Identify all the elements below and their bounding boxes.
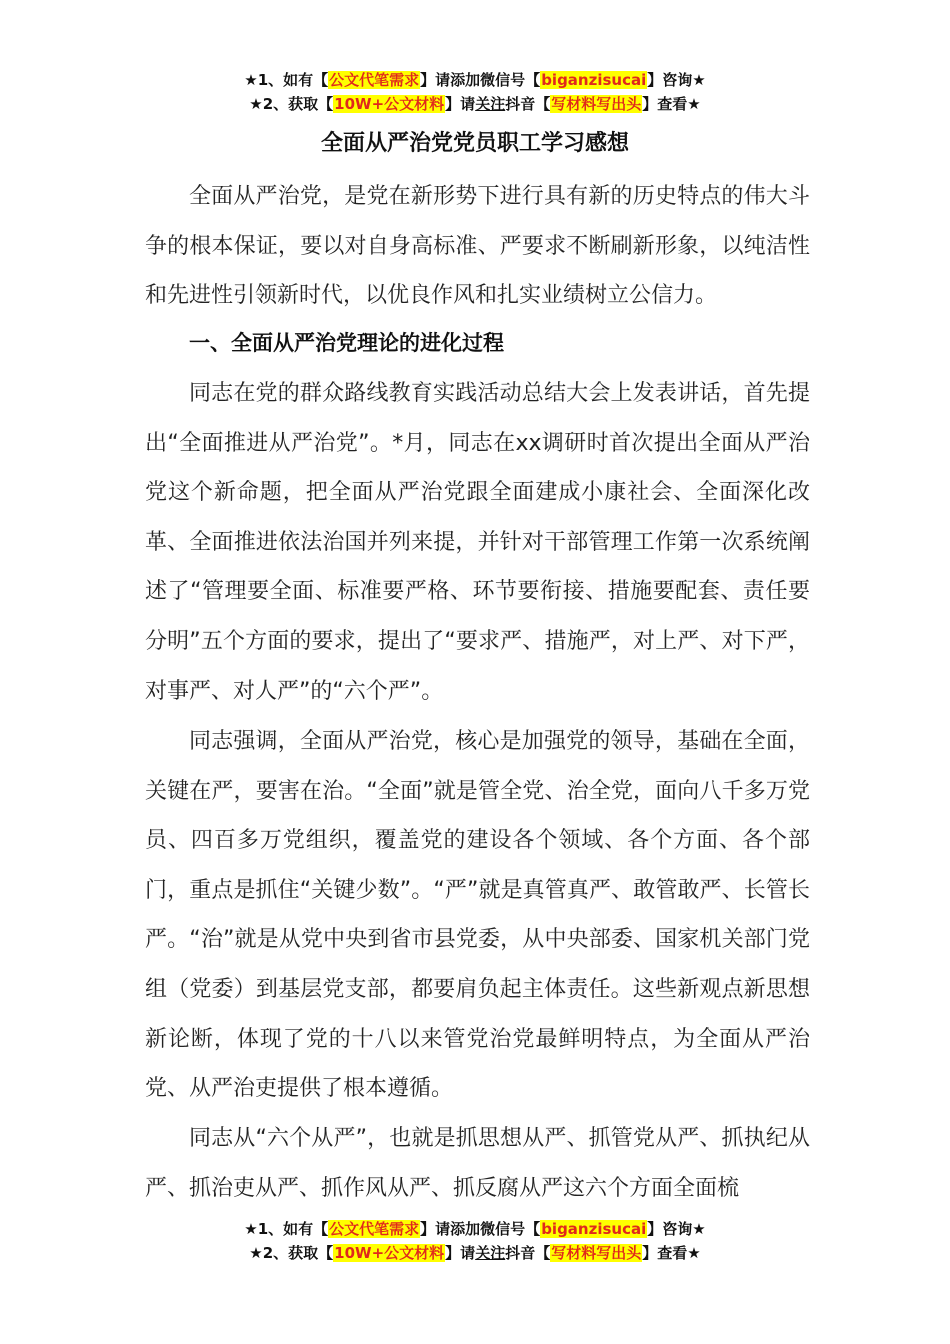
star-icon: ★ bbox=[244, 71, 258, 89]
paragraph-3: 同志强调，全面从严治党，核心是加强党的领导，基础在全面，关键在严，要害在治。“全面”就是管全党、治全党，面向八千多万党员、四百多万党组织，覆盖党的建设各个领域、各个方面、各个部门，重点是抓住“关键少数”。“严”就是真管真严、敢管敢严、长管长严。“治”就是从党中央到省市县党委，从中央部委、国家机关部门党组（党委）到基层党支部，都要肩负起主体责任。这些新观点新思想新论断，体现了党的十八以来管党治党最鲜明特点，为全面从严治党、从严治吏提供了根本遵循。 bbox=[145, 729, 810, 1102]
star-icon: ★ bbox=[692, 71, 706, 89]
star-icon: ★ bbox=[687, 1244, 701, 1262]
banner-text: 】查看 bbox=[642, 1244, 688, 1262]
banner-line-2 bbox=[0, 92, 950, 116]
banner-text: 抖音【 bbox=[505, 95, 551, 113]
top-banner bbox=[0, 68, 950, 116]
highlight-account: 写材料写出头 bbox=[551, 95, 642, 113]
banner-line-1 bbox=[0, 1217, 950, 1241]
banner-text: 2、获取【 bbox=[262, 95, 334, 113]
banner-text: 1、如有【 bbox=[257, 1220, 329, 1238]
section-heading-1: 一、全面从严治党理论的进化过程 bbox=[189, 331, 504, 355]
banner-line-1 bbox=[0, 68, 950, 92]
banner-text: 】咨询 bbox=[647, 1220, 693, 1238]
highlight-wechat-id: biganzisucai bbox=[541, 1220, 647, 1238]
star-icon: ★ bbox=[687, 95, 701, 113]
paragraph-intro: 全面从严治党，是党在新形势下进行具有新的历史特点的伟大斗争的根本保证，要以对自身高标准、严要求不断刷新形象，以纯洁性和先进性引领新时代，以优良作风和扎实业绩树立公信力。 bbox=[145, 184, 810, 309]
banner-text: 1、如有【 bbox=[257, 71, 329, 89]
banner-text: 】咨询 bbox=[647, 71, 693, 89]
bottom-banner bbox=[0, 1217, 950, 1265]
star-icon: ★ bbox=[249, 1244, 263, 1262]
banner-text: 2、获取【 bbox=[262, 1244, 334, 1262]
highlight-service: 公文代笔需求 bbox=[329, 1220, 420, 1238]
highlight-materials: 10W+公文材料 bbox=[334, 95, 445, 113]
banner-text: 】请添加微信号【 bbox=[420, 71, 541, 89]
document-title: 全面从严治党党员职工学习感想 bbox=[320, 131, 629, 156]
paragraph-4: 同志从“六个从严”，也就是抓思想从严、抓管党从严、抓执纪从严、抓治吏从严、抓作风从严、抓反腐从严这六个方面全面梳 bbox=[145, 1126, 810, 1201]
star-icon: ★ bbox=[244, 1220, 258, 1238]
star-icon: ★ bbox=[249, 95, 263, 113]
banner-text: 】请添加微信号【 bbox=[420, 1220, 541, 1238]
banner-line-2 bbox=[0, 1241, 950, 1265]
banner-text: 】查看 bbox=[642, 95, 688, 113]
star-icon: ★ bbox=[692, 1220, 706, 1238]
underlined-follow: 关注 bbox=[475, 1244, 506, 1262]
highlight-service: 公文代笔需求 bbox=[329, 71, 420, 89]
banner-text: 】请 bbox=[445, 1244, 476, 1262]
banner-text: 抖音【 bbox=[505, 1244, 551, 1262]
underlined-follow: 关注 bbox=[475, 95, 506, 113]
banner-text: 】请 bbox=[445, 95, 476, 113]
paragraph-2: 同志在党的群众路线教育实践活动总结大会上发表讲话，首先提出“全面推进从严治党”。*月，同志在xx调研时首次提出全面从严治党这个新命题，把全面从严治党跟全面建成小康社会、全面深化改革、全面推进依法治国并列来提，并针对干部管理工作第一次系统阐述了“管理要全面、标准要严格、环节要衔接、措施要配套、责任要分明”五个方面的要求，提出了“要求严、措施严，对上严、对下严，对事严、对人严”的“六个严”。 bbox=[145, 381, 810, 704]
highlight-wechat-id: biganzisucai bbox=[541, 71, 647, 89]
highlight-materials: 10W+公文材料 bbox=[334, 1244, 445, 1262]
highlight-account: 写材料写出头 bbox=[551, 1244, 642, 1262]
